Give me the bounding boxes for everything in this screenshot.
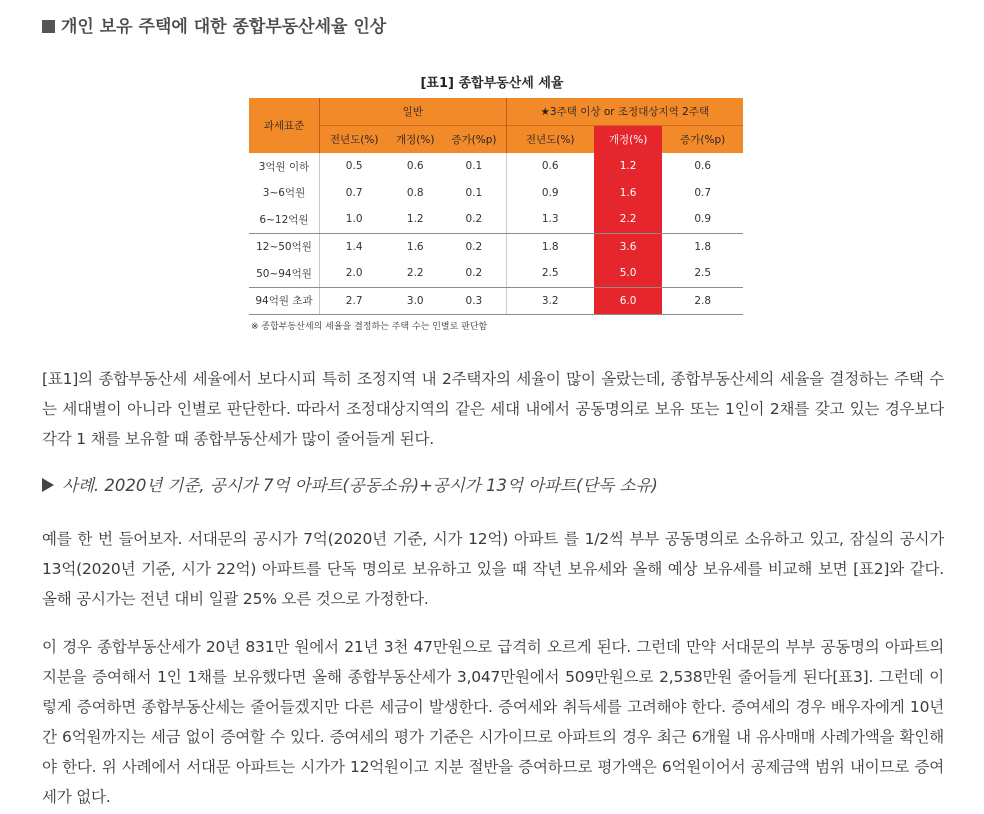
cell-general-revised: 3.0 <box>388 287 442 315</box>
header-general-revised: 개정(%) <box>388 126 442 154</box>
paragraph-2: 예를 한 번 들어보자. 서대문의 공시가 7억(2020년 기준, 시가 12억) 아파트 를 1/2씩 부부 공동명의로 소유하고 있고, 잠실의 공시가 13억(2020년 기준, 시가 22억) 아파트를 단독 명의로 보유하고 있을 때 작년 보유세와 올해 예상 보유세를 비교해 보면 [표2]와 같다. 올해 공시가는 전년 대비 일괄 25% 오른 것으로 가정한다. <box>42 530 944 608</box>
play-triangle-icon <box>42 478 54 492</box>
row-label: 94억원 초과 <box>249 287 320 315</box>
header-multi-prev: 전년도(%) <box>506 126 594 154</box>
table-row <box>249 206 743 233</box>
cell-multi-increase: 0.7 <box>694 186 712 199</box>
cell-general-prev: 2.0 <box>320 260 389 287</box>
cell-multi-revised: 3.6 <box>594 233 663 260</box>
cell-multi-prev: 2.5 <box>506 260 594 287</box>
cell-general-increase: 0.2 <box>442 260 506 287</box>
cell-general-revised: 1.6 <box>406 240 424 253</box>
cell-general-prev: 1.0 <box>320 206 389 233</box>
cell-multi-prev: 0.9 <box>541 186 559 199</box>
table-row <box>249 153 743 180</box>
table-row <box>249 287 743 315</box>
cell-general-prev: 0.5 <box>345 160 363 173</box>
cell-general-prev: 2.7 <box>320 287 389 315</box>
row-label: 6~12억원 <box>249 206 320 233</box>
cell-general-increase: 0.3 <box>442 287 506 315</box>
cell-general-prev: 1.4 <box>345 240 363 253</box>
square-bullet-icon <box>42 20 55 33</box>
header-general-increase: 증가(%p) <box>442 126 506 154</box>
cell-multi-revised: 6.0 <box>594 287 663 315</box>
cell-multi-increase: 2.5 <box>662 260 743 287</box>
header-multi-revised: 개정(%) <box>594 126 663 154</box>
table-title: [표1] 종합부동산세 세율 <box>420 76 564 91</box>
row-label: 3억원 이하 <box>249 153 320 180</box>
table-note: ※ 종합부동산세의 세율을 결정하는 주택 수는 인별로 판단함 <box>251 322 488 332</box>
cell-multi-prev: 3.2 <box>506 287 594 315</box>
header-group-general: 일반 <box>320 98 507 126</box>
cell-multi-revised: 5.0 <box>594 260 663 287</box>
header-tax-base: 과세표준 <box>249 98 320 153</box>
table-row <box>249 260 743 287</box>
row-label: 12~50억원 <box>249 233 320 260</box>
cell-multi-increase: 0.6 <box>694 160 712 173</box>
cell-general-revised: 0.8 <box>406 186 424 199</box>
header-general-prev: 전년도(%) <box>320 126 389 154</box>
header-multi-increase: 증가(%p) <box>662 126 743 154</box>
cell-general-increase: 0.2 <box>442 233 506 260</box>
section-heading <box>42 12 386 37</box>
cell-general-increase: 0.2 <box>442 206 506 233</box>
cell-general-increase: 0.1 <box>442 153 506 180</box>
case-heading-text: 사례. 2020년 기준, 공시가 7억 아파트(공동소유)+공시가 13억 아파트(단독 소유) <box>62 476 658 495</box>
cell-multi-increase: 2.8 <box>662 287 743 315</box>
cell-multi-prev: 1.8 <box>541 240 559 253</box>
cell-general-increase: 0.1 <box>442 180 506 207</box>
row-label: 50~94억원 <box>249 260 320 287</box>
header-group-multi: ★3주택 이상 or 조정대상지역 2주택 <box>506 98 743 126</box>
paragraph-1: [표1]의 종합부동산세 세율에서 보다시피 특히 조정지역 내 2주택자의 세율이 많이 올랐는데, 종합부동산세의 세율을 결정하는 주택 수는 세대별이 아니라 인별로 판단한다. 따라서 조정대상지역의 같은 세대 내에서 공동명의로 보유 또는 1인이 2채를 갖고 있는 경우보다 각각 1 채를 보유할 때 종합부동산세가 많이 줄어들게 된다. <box>42 370 944 448</box>
table-row <box>249 233 743 260</box>
paragraph-3: 이 경우 종합부동산세가 20년 831만 원에서 21년 3천 47만원으로 급격히 오르게 된다. 그런데 만약 서대문의 부부 공동명의 아파트의 지분을 증여해서 1인 1채를 보유했다면 올해 종합부동산세가 3,047만원에서 509만원으로 2,538만원 줄어들게 된다[표3]. 그런데 이렇게 증여하면 종합부동산세는 줄어들겠지만 다른 세금이 발생한다. 증여세와 취득세를 고려해야 한다. 증여세의 경우 배우자에게 10년간 6억원까지는 세금 없이 증여할 수 있다. 증여세의 평가 기준은 시가이므로 아파트의 경우 최근 6개월 내 유사매매 사례가액을 확인해야 한다. 위 사례에서 서대문 아파트는 시가가 12억원이고 지분 절반을 증여하므로 평가액은 6억원이어서 공제금액 범위 내이므로 증여세가 없다. <box>42 638 944 806</box>
row-label: 3~6억원 <box>249 180 320 207</box>
cell-general-revised: 1.2 <box>388 206 442 233</box>
cell-multi-prev: 1.3 <box>506 206 594 233</box>
cell-general-prev: 0.7 <box>345 186 363 199</box>
table-row <box>249 180 743 207</box>
cell-general-revised: 0.6 <box>406 160 424 173</box>
cell-multi-revised: 1.2 <box>594 153 663 180</box>
case-heading <box>42 472 658 496</box>
cell-general-revised: 2.2 <box>388 260 442 287</box>
cell-multi-revised: 2.2 <box>594 206 663 233</box>
section-heading-text: 개인 보유 주택에 대한 종합부동산세율 인상 <box>61 17 387 37</box>
cell-multi-prev: 0.6 <box>541 160 559 173</box>
cell-multi-increase: 0.9 <box>662 206 743 233</box>
cell-multi-increase: 1.8 <box>694 240 712 253</box>
tax-rate-table <box>249 98 743 315</box>
cell-multi-revised: 1.6 <box>594 180 663 207</box>
